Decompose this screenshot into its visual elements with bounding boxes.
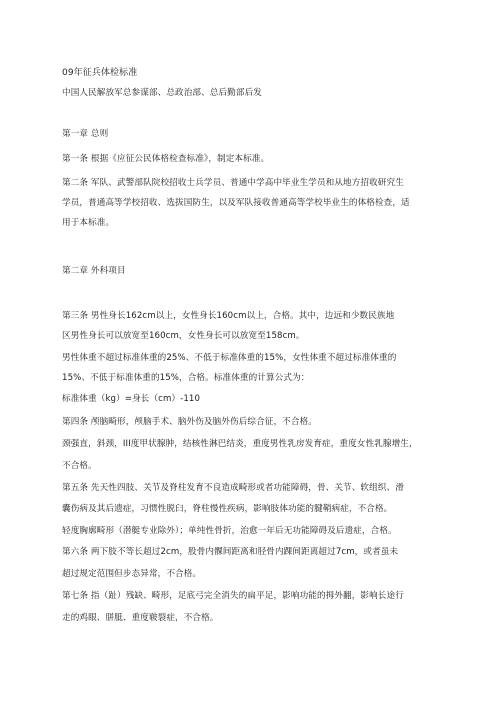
- article-2-line-2: 学员，普通高等学校招收、选拔国防生，以及军队接收普通高等学校毕业生的体格检查，适: [62, 198, 410, 208]
- article-3-line-1: 第三条 男性身长162cm以上，女性身长160cm以上，合格。其中，边远和少数民族地: [62, 311, 395, 321]
- article-7-line-2: 走的鸡眼、胼胝、重度皲裂症，不合格。: [62, 613, 219, 623]
- chapter-1-heading: 第一章 总则: [62, 129, 109, 139]
- article-2-line-3: 用于本标准。: [62, 218, 115, 228]
- weight-rule-line-2: 15%、不低于标准体重的15%，合格。标准体重的计算公式为：: [62, 373, 310, 383]
- article-4: 第四条 颅脑畸形，颅脑手术、脑外伤及脑外伤后综合征，不合格。: [62, 417, 317, 427]
- chest-rule: 轻度胸廓畸形（潜艇专业除外）；单纯性骨折，治愈一年后无功能障碍及后遗症，合格。: [62, 526, 397, 536]
- article-1: 第一条 根据《应征公民体格检查标准》，制定本标准。: [62, 154, 270, 164]
- article-6-line-1: 第六条 两下肢不等长超过2cm，股骨内髁间距离和胫骨内踝间距离超过7cm，或者虽未: [62, 547, 399, 557]
- article-5-line-2: 囊伤病及其后遗症，习惯性脱臼，脊柱慢性疾病，影响肢体功能的腱鞘病症，不合格。: [62, 504, 393, 514]
- neck-rule-line-1: 颈强直，斜颈，III度甲状腺肿，结核性淋巴结炎，重度男性乳房发育症，重度女性乳腺增生，: [62, 439, 418, 449]
- issuer-line: 中国人民解放军总参谋部、总政治部、总后勤部后发: [62, 88, 262, 98]
- article-5-line-1: 第五条 先天性四肢、关节及脊柱发育不良造成畸形或者功能障碍，骨、关节、软组织、滑: [62, 483, 404, 493]
- chapter-2-heading: 第二章 外科项目: [62, 266, 126, 276]
- article-6-line-2: 超过规定范围但步态异常，不合格。: [62, 569, 202, 579]
- article-7-line-1: 第七条 指（趾）残缺、畸形，足底弓完全消失的扁平足，影响功能的拇外翻，影响长途行: [62, 591, 404, 601]
- article-3-line-2: 区男性身长可以放宽至160cm，女性身长可以放宽至158cm。: [62, 331, 305, 341]
- weight-formula: 标准体重（kg）=身长（cm）-110: [62, 394, 201, 404]
- weight-rule-line-1: 男性体重不超过标准体重的25%、不低于标准体重的15%，女性体重不超过标准体重的: [62, 353, 397, 363]
- article-2-line-1: 第二条 军队、武警部队院校招收士兵学员、普通中学高中毕业生学员和从地方招收研究生: [62, 178, 404, 188]
- neck-rule-line-2: 不合格。: [62, 461, 97, 471]
- document-title: 09年征兵体检标准: [62, 68, 138, 78]
